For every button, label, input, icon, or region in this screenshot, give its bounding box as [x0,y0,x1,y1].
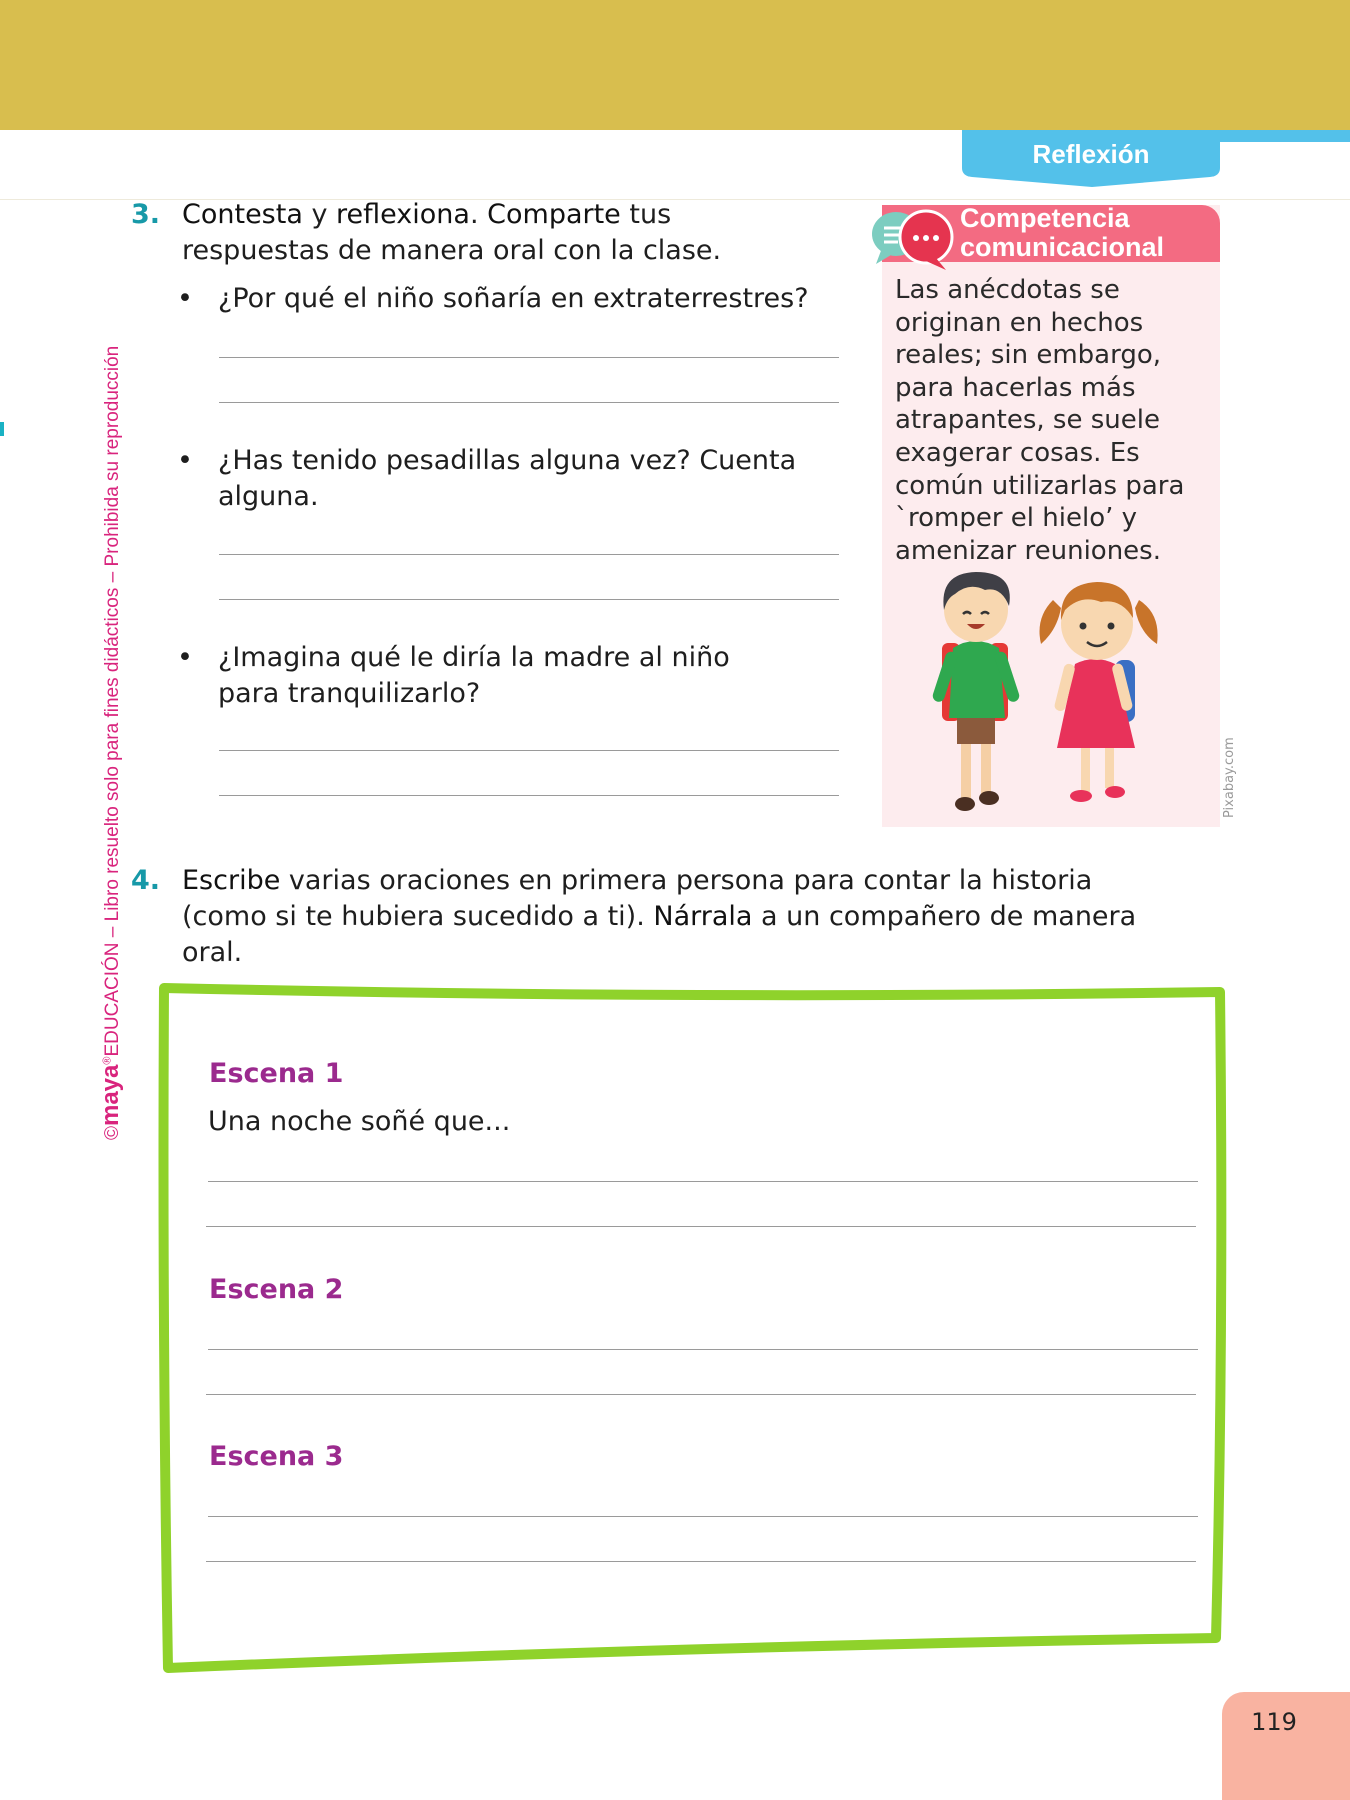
sub-question-2: ¿Has tenido pesadillas alguna vez? Cuenta [218,445,797,476]
answer-line[interactable] [219,750,839,751]
answer-line[interactable] [208,1516,1198,1517]
question-4-prompt-line3: oral. [182,937,243,968]
question-3-prompt-line2: respuestas de manera oral con la clase. [182,235,722,266]
question-4-number: 4. [131,865,161,896]
scene-2-title: Escena 2 [209,1274,344,1305]
margin-mark [0,422,4,436]
scene-1-text: Una noche soñé que... [208,1106,511,1137]
bullet: • [177,283,193,314]
section-stripe [1210,130,1350,142]
sub-question-3: ¿Imagina qué le diría la madre al niño [218,642,730,673]
scene-1-title: Escena 1 [209,1058,344,1089]
answer-line[interactable] [206,1226,1196,1227]
bullet: • [177,642,193,673]
sub-question-3-line2: para tranquilizarlo? [218,678,481,709]
section-label: Reflexión [1032,139,1150,169]
answer-line[interactable] [208,1181,1198,1182]
copyright-notice: ©maya®EDUCACIÓN – Libro resuelto solo para fines didácticos – Prohibida su reproducción [97,345,124,1140]
image-credit: Pixabay.com [1222,737,1237,818]
competency-title: Competencia comunicacional [960,203,1165,262]
top-color-band [0,0,1350,130]
question-3-number: 3. [131,199,161,230]
bullet: • [177,445,193,476]
boy-figure [931,572,1021,811]
competency-text: Las anécdotas se originan en hechos reales; sin embargo, para hacerlas más atrapantes, se suele exagerar cosas. Es común utilizarlas para `romper el hielo’ y amenizar reuniones. [895,275,1185,566]
children-illustration [925,568,1195,823]
sub-question-2-line2: alguna. [218,481,319,512]
answer-line[interactable] [206,1561,1196,1562]
question-4-prompt-line2: (como si te hubiera sucedido a ti). Nárrala a un compañero de manera [182,901,1137,932]
answer-line[interactable] [219,795,839,796]
scene-3-title: Escena 3 [209,1441,344,1472]
answer-line[interactable] [219,402,839,403]
chat-bubbles-icon [866,204,958,274]
answer-line[interactable] [219,554,839,555]
question-4-prompt: Escribe varias oraciones en primera persona para contar la historia [182,865,1093,896]
question-3-prompt: Contesta y reflexiona. Comparte tus [182,199,672,230]
answer-line[interactable] [219,357,839,358]
answer-line[interactable] [219,599,839,600]
sub-question-1: ¿Por qué el niño soñaría en extraterrestres? [218,283,809,314]
girl-figure [1040,582,1158,802]
answer-line[interactable] [206,1394,1196,1395]
answer-line[interactable] [208,1349,1198,1350]
page-number: 119 [1251,1708,1297,1736]
